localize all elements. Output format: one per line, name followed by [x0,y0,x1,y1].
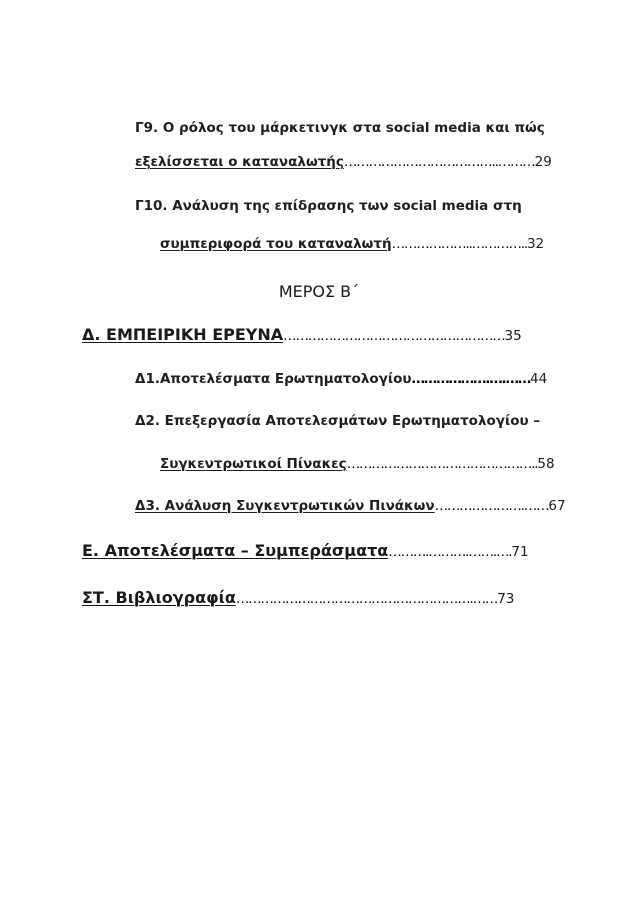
toc-entry-g9-title-part2: εξελίσσεται ο καταναλωτής [135,154,344,170]
toc-entry-d2-title-part2: Συγκεντρωτικοί Πίνακες [160,456,347,472]
toc-entry-d [82,325,522,344]
toc-entry-g10-title-part2: συμπεριφορά του καταναλωτή [160,236,392,252]
toc-page-number: 29 [534,154,552,170]
toc-entry-g9-line2 [135,154,552,170]
toc-entry-d1 [135,371,547,387]
toc-leader-dots: ……….……….…….…. [388,544,512,560]
toc-leader-dots: ………………………………..……… [343,154,535,170]
toc-entry-g9-title-part1: Γ9. Ο ρόλος του μάρκετινγκ στα social media και πώς [135,120,545,136]
toc-leader-dots: ……………………………………….. [346,456,538,472]
toc-entry-e-title: Ε. Αποτελέσματα – Συμπεράσματα [82,541,389,560]
toc-entry-st [82,588,514,607]
toc-page-number: 32 [526,236,545,252]
toc-entry-g10-title-part1: Γ10. Ανάλυση της επίδρασης των social media στη [135,198,522,214]
toc-entry-g9-line1 [135,120,545,136]
toc-entry-e [82,541,529,560]
toc-page-number: 58 [537,456,555,472]
toc-page-number: 71 [511,544,529,560]
toc-leader-dots: ………………..………….. [391,236,527,252]
toc-leader-dots: ……………………………………………… [283,328,505,344]
toc-leader-dots: ………………………………………………….…… [235,591,498,607]
toc-page-number: 73 [497,591,515,607]
toc-page-number: 35 [504,328,522,344]
toc-page-number: 67 [548,498,566,514]
toc-entry-st-title: ΣΤ. Βιβλιογραφία [82,588,236,607]
toc-entry-d2-line1 [135,413,540,429]
toc-leader-dots: ……………….….…… [411,371,531,387]
toc-entry-d-title: Δ. ΕΜΠΕΙΡΙΚΗ ΕΡΕΥΝΑ [82,325,284,344]
toc-entry-d2-line2 [160,456,555,472]
toc-leader-dots: ………………….…… [434,498,549,514]
toc-page-number: 44 [530,371,548,387]
part-heading: ΜΕΡΟΣ Β΄ [278,282,360,301]
toc-entry-g10-line2 [160,236,544,252]
toc-entry-g10-line1 [135,198,522,214]
toc-entry-d2-title-part1: Δ2. Επεξεργασία Αποτελεσμάτων Ερωτηματολογίου – [135,413,541,429]
toc-entry-d3 [135,498,566,514]
toc-entry-d1-title: Δ1.Αποτελέσματα Ερωτηματολογίου [135,371,412,387]
toc-entry-d3-title: Δ3. Ανάλυση Συγκεντρωτικών Πινάκων [135,498,435,514]
